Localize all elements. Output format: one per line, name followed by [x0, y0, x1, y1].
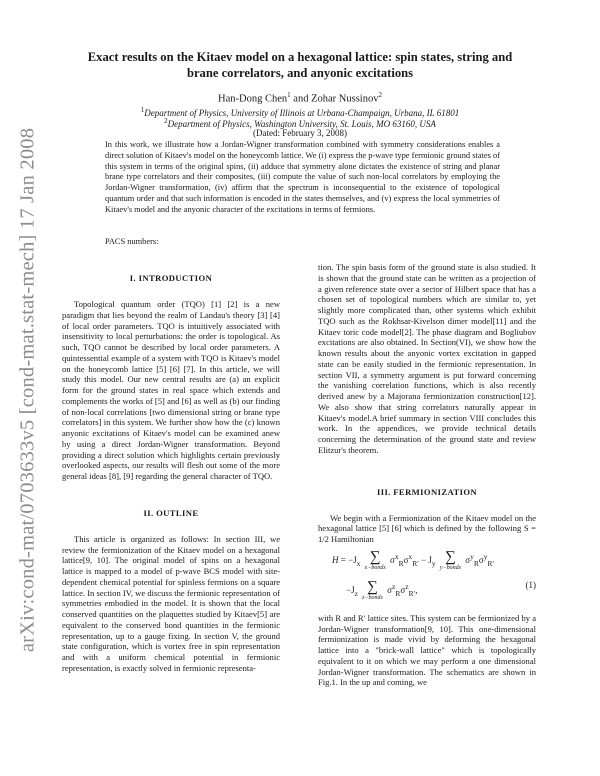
term-y-coefficient: − $J_y$ — [421, 554, 436, 568]
author-1: Han-Dong Chen — [218, 93, 288, 105]
operator-x: $\sigma^x_R\sigma^x_{R'}$ — [389, 551, 419, 568]
author-conjunction: and — [290, 93, 312, 105]
outline-paragraph: This article is organized as follows: In section III, we review the fermionization of the Kitaev model on a hexagonal lattice[9, 10]. The original model of spins on a hexagonal lattice is mapped to a model of p-wave BCS model with site-dependent chemical potential for spinless fermions on a square lattice. In section IV, we discuss the fermionic representation of symmetries embodied in the model. It is shown that the local conserved quantities on the plaquettes studied by Kitaev[5] are equivalent to the conserved bond quantities in the fermionic representation, up to a gauge fixing. In section V, the ground state configuration, which is vortex free in spin representation and with a uniform chemical potential in fermionic representation, is exactly solved in fermionic representa- — [62, 533, 280, 673]
equation-equals: = — [340, 554, 346, 565]
affiliation-2-mark: 2 — [164, 117, 168, 125]
fermionization-paragraph-2: with R and R′ lattice sites. This system can be fermionized by a Jordan-Wigner transformation[9, 10]. This one-dimensional fermionization is made vivid by deforming the hexagonal lattice into a "brick-wall lattice" which is topologically equivalent to it on which we may perform a one dimensional Jordan-Wigner transformation. The schematics are shown in Fig.1. In the up and coming, we — [318, 612, 536, 688]
right-column — [318, 262, 536, 688]
section-heading-outline: II. OUTLINE — [143, 507, 199, 518]
sum-x-bonds: ∑ x−bonds — [364, 548, 386, 571]
author-line — [60, 89, 540, 106]
sum-y-bonds: ∑ y−bonds — [439, 548, 461, 571]
outline-continuation-paragraph: tion. The spin basis form of the ground state is also studied. It is shown that the ground state can be written as a projection of a given reference state over a sector of Hilbert space that has a chosen set of topological numbers which are similar to, yet slightly more complicated than, other systems which exhibit TQO such as the Rokhsar-Kivelson dimer model[11] and the Kitaev toric code model[2]. The phase diagram and Bogliubov excitations are also obtained. In Section(VI), we show how the known results about the anyonic vortex excitation in gapped state can be easily studied in the fermionic representation. In section VII, a symmetry argument is put forward concerning the vanishing correlation functions, which is also recently derived anew by a Majorana fermionization construction[12]. We also show that string correlators naturally appear in Kitaev's model.A brief summary in section VIII concludes this work. In the appendices, we provide technical details concerning the determination of the ground state and review Elitzur's theorem. — [318, 262, 536, 455]
pacs-numbers: PACS numbers: — [105, 237, 159, 246]
equation-number: (1) — [525, 579, 536, 590]
equation-line-1 — [332, 550, 494, 572]
section-heading-fermionization: III. FERMIONIZATION — [376, 486, 478, 497]
affiliation-1-text: Department of Physics, University of Illinois at Urbana-Champaign, Urbana, IL 61801 — [144, 108, 460, 118]
introduction-paragraph: Topological quantum order (TQO) [1] [2] is a new paradigm that lies beyond the realm of Landau's theory [3] [4] of local order parameters. TQO is intuitively associated with insensitivity to local perturbations: the order is topological. As such, TQO cannot be described by local order parameters. A quintessential example of a system with TQO is Kitaev's model on the honeycomb lattice [5] [6] [7]. In this article, we will study this model. Our new central results are (a) an explicit form for the ground states in real space which extends and complements the works of [5] and [6] as well as (b) our finding of non-local correlations [two dimensional string or brane type correlators] in this system. We further show how the (c) known anyonic excitations of Kitaev's model can be examined anew by using a direct Jordan-Wigner transformation. Beyond providing a direct solution which highlights certain previously overlooked aspects, our results will flesh out some of the more general ideas [8], [9] regarding the general character of TQO. — [62, 299, 280, 481]
author-2: Zohar Nussinov — [311, 93, 379, 105]
author-1-mark: 1 — [287, 91, 291, 99]
hamiltonian-equation — [318, 550, 536, 608]
term-z-coefficient: $-J_z$ — [346, 584, 358, 598]
term-x-coefficient: $-J_x$ — [348, 554, 361, 568]
operator-z: $\sigma^z_R\sigma^z_{R'}$ — [387, 581, 416, 598]
abstract: In this work, we illustrate how a Jordan-Wigner transformation combined with symmetry considerations enables a direct solution of Kitaev's model on the honeycomb lattice. We (i) express the p-wave type fermionic ground states of this system in terms of the original spins, (ii) adduce that symmetry alone dictates the existence of string and planar brane type correlators and their composites, (iii) compute the value of such non-local correlators by employing the Jordan-Wigner transformation, (iv) affirm that the spectrum is inconsequential to the existence of topological quantum order and that such information is encoded in the states themselves, and (v) express the local symmetries of Kitaev's model and the anyonic character of the excitations in terms of fermions. — [105, 140, 500, 214]
paper-title: Exact results on the Kitaev model on a hexagonal lattice: spin states, string and brane correlators, and anyonic excitations — [87, 50, 513, 80]
author-2-mark: 2 — [378, 91, 382, 99]
arxiv-side-identifier — [12, 110, 44, 670]
left-column — [62, 262, 280, 674]
equation-line-2: $-J_z$ ∑ z−bonds $\sigma^z_R\sigma^z_{R'}$, — [346, 578, 418, 601]
equation-lhs: H — [332, 554, 339, 565]
affiliation-1-mark: 1 — [140, 106, 145, 114]
operator-y: $\sigma^y_R\sigma^y_{R'}$ — [465, 551, 495, 568]
fermionization-paragraph-1: We begin with a Fermionization of the Kitaev model on the hexagonal lattice [5] [6] which is defined by the following S = 1/2 Hamiltonian — [318, 512, 536, 544]
section-heading-introduction: I. INTRODUCTION — [129, 273, 213, 283]
affiliation-2-text: Department of Physics, Washington University, St. Louis, MO 63160, USA — [167, 119, 436, 129]
dated-line: (Dated: February 3, 2008) — [253, 128, 347, 138]
sum-z-bonds: ∑ z−bonds — [362, 578, 383, 601]
arxiv-identifier-text: arXiv:cond-mat/0703633v5 [cond-mat.stat-mech] 17 Jan 2008 — [16, 127, 39, 653]
